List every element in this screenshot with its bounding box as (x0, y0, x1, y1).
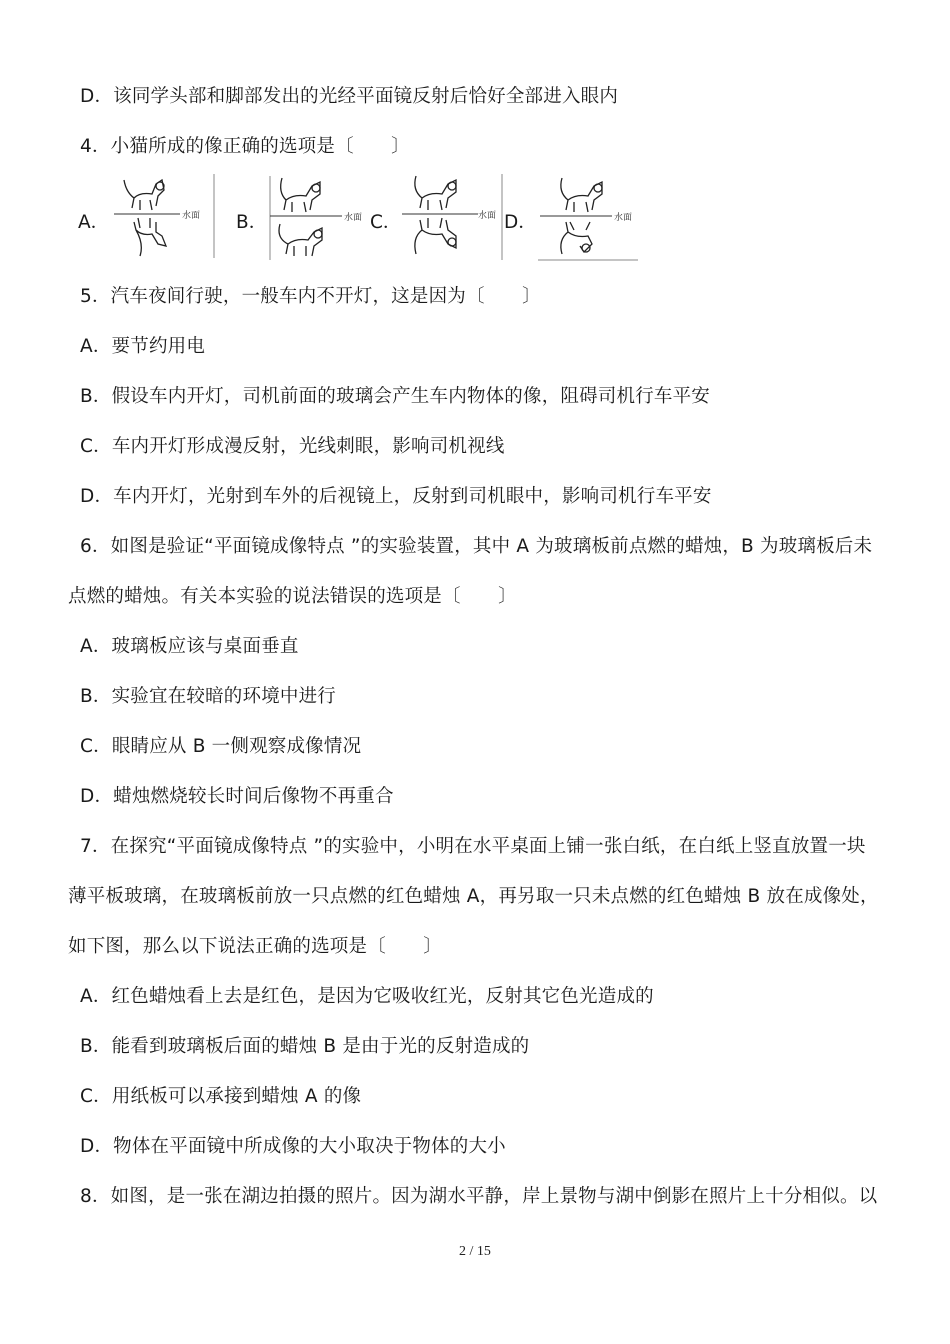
q7-stem-line2: 薄平板玻璃，在玻璃板前放一只点燃的红色蜡烛 A，再另取一只未点燃的红色蜡烛 B 放在成像处， (68, 886, 879, 907)
q6-stem-line1: 6．如图是验证“平面镜成像特点 ”的实验装置，其中 A 为玻璃板前点燃的蜡烛，B 为玻璃板后未 (80, 536, 873, 557)
q4-label-b: B． (236, 212, 268, 233)
page-number: 2 / 15 (459, 1244, 491, 1259)
q5-option-d: D．车内开灯，光射到车外的后视镜上，反射到司机眼中，影响司机行车平安 (80, 486, 712, 507)
q5-option-a: A．要节约用电 (80, 336, 206, 357)
q7-option-d: D．物体在平面镜中所成像的大小取决于物体的大小 (80, 1136, 506, 1157)
q4-label-a: A． (78, 212, 110, 233)
q7-stem-line1: 7．在探究“平面镜成像特点 ”的实验中，小明在水平桌面上铺一张白纸，在白纸上竖直放置一块 (80, 836, 866, 857)
q4-label-c: C． (370, 212, 402, 233)
q6-option-a: A．玻璃板应该与桌面垂直 (80, 636, 299, 657)
q8-stem-line1: 8．如图，是一张在湖边拍摄的照片。因为湖水平静，岸上景物与湖中倒影在照片上十分相似。以 (80, 1186, 878, 1207)
q7-stem-line3: 如下图，那么以下说法正确的选项是〔 〕 (68, 936, 443, 957)
q5-option-b: B．假设车内开灯，司机前面的玻璃会产生车内物体的像，阻碍司机行车平安 (80, 386, 710, 407)
q4-cat-image-b (266, 172, 374, 264)
q6-option-d: D．蜡烛燃烧较长时间后像物不再重合 (80, 786, 394, 807)
q4-cat-image-c (398, 170, 506, 264)
q3-option-d: D．该同学头部和脚部发出的光经平面镜反射后恰好全部进入眼内 (80, 86, 619, 107)
q4-water-label-b: 水面 (344, 213, 363, 223)
q4-cat-image-d (536, 172, 640, 264)
q6-option-c: C．眼睛应从 B 一侧观察成像情况 (80, 736, 362, 757)
q6-option-b: B．实验宜在较暗的环境中进行 (80, 686, 336, 707)
q4-water-label-c: 水面 (478, 211, 497, 221)
q4-label-d: D． (504, 212, 537, 233)
q4-water-label-d: 水面 (614, 213, 633, 223)
q6-stem-line2: 点燃的蜡烛。有关本实验的说法错误的选项是〔 〕 (68, 586, 517, 607)
q5-option-c: C．车内开灯形成漫反射，光线刺眼，影响司机视线 (80, 436, 505, 457)
q7-option-a: A．红色蜡烛看上去是红色，是因为它吸收红光，反射其它色光造成的 (80, 986, 654, 1007)
q7-option-b: B．能看到玻璃板后面的蜡烛 B 是由于光的反射造成的 (80, 1036, 530, 1057)
q5-stem: 5．汽车夜间行驶，一般车内不开灯，这是因为〔 〕 (80, 286, 541, 307)
q7-option-c: C．用纸板可以承接到蜡烛 A 的像 (80, 1086, 362, 1107)
q4-stem: 4．小猫所成的像正确的选项是〔 〕 (80, 136, 410, 157)
q4-cat-image-a (110, 170, 220, 262)
q4-water-label-a: 水面 (182, 211, 201, 221)
